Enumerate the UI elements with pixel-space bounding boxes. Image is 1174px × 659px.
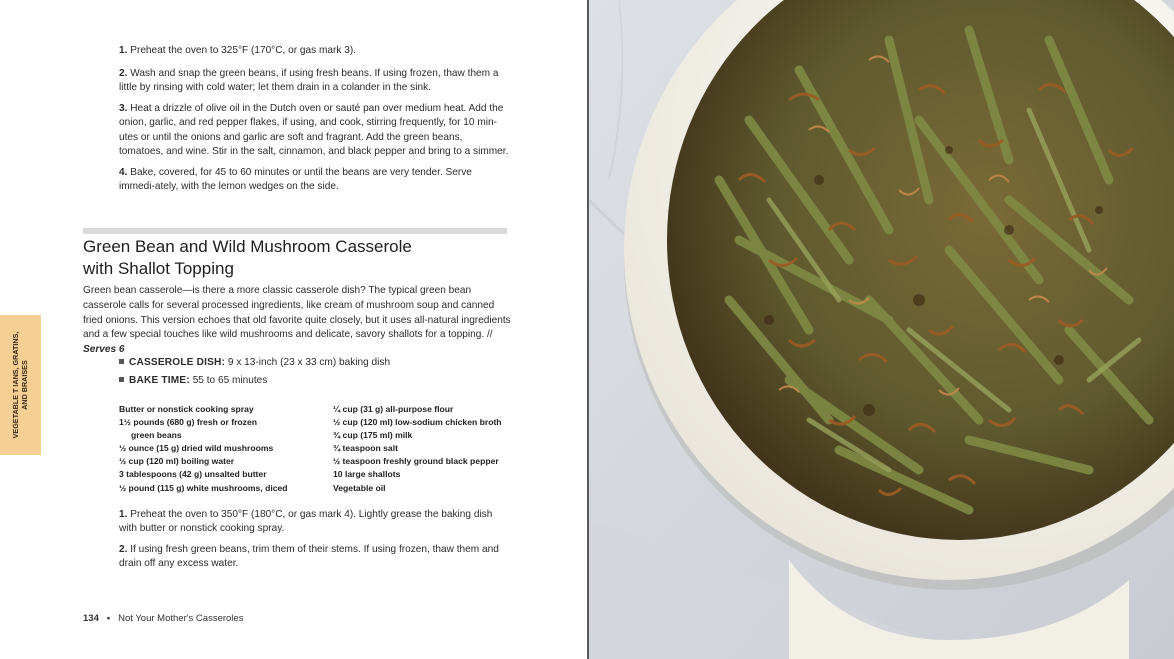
casserole-dish-line: CASSEROLE DISH: 9 x 13-inch (23 x 33 cm) baking dish — [119, 356, 390, 370]
ingredient-item: ½ ounce (15 g) dried wild mushrooms — [119, 443, 274, 454]
ingredient-item: green beans — [131, 430, 182, 441]
casserole-photo — [589, 0, 1174, 659]
ingredient-item: ½ pound (115 g) white mushrooms, diced — [119, 482, 288, 493]
ingredient-item: Butter or nonstick cooking spray — [119, 404, 254, 414]
step-bottom-1: 1. Preheat the oven to 350°F (180°C, or gas mark 4). Lightly grease the baking dish with butter or nonstick cooking spray. — [119, 509, 493, 535]
ingredient-item: ½ cup (120 ml) boiling water — [119, 456, 235, 467]
page-number: 134 — [83, 613, 99, 624]
recipe-intro: Green bean casserole—is there a more classic casserole dish? The typical green bean casserole calls for several processed ingredients, like cream of mushroom soup and canned fried onions. This version echoes that old favorite quite closely, but it uses all-natural ingredients and a few special touches like wild mushrooms and delicate, savory shallots for a topping. // Serves 6 — [83, 285, 511, 356]
serves-label: Serves 6 — [83, 344, 125, 356]
casserole-photo-icon — [589, 0, 1174, 659]
step-top-1: 1. Preheat the oven to 325°F (170°C, or gas mark 3). — [119, 45, 356, 56]
ingredient-item: ½ cup (120 ml) low-sodium chicken broth — [333, 417, 502, 428]
step-top-2: 2. Wash and snap the green beans, if using fresh beans. If using frozen, thaw them a little by rinsing with cold water; let them drain in a colander in the sink. — [119, 68, 499, 94]
ingredient-item: ¾ teaspoon salt — [333, 443, 398, 454]
page-footer — [83, 613, 243, 624]
bake-time-line: BAKE TIME: 55 to 65 minutes — [119, 374, 267, 388]
ingredient-item: ¾ cup (175 ml) milk — [333, 430, 413, 441]
ingredient-item: ¼ cup (31 g) all-purpose flour — [333, 404, 454, 414]
section-rule — [83, 228, 507, 234]
bullet-square-icon — [119, 377, 124, 382]
recipe-title: Green Bean and Wild Mushroom Casserole with Shallot Topping — [83, 237, 412, 278]
chapter-tab-label: VEGETABLE T IANS, GRATINS, AND BRAISES — [11, 331, 29, 439]
step-top-4: 4. Bake, covered, for 45 to 60 minutes or until the beans are very tender. Serve immedi-ately, with the lemon wedges on the side. — [119, 167, 472, 193]
bullet-square-icon — [119, 359, 124, 364]
ingredient-item: 10 large shallots — [333, 469, 401, 480]
ingredient-item: Vegetable oil — [333, 482, 386, 493]
ingredient-item: 3 tablespoons (42 g) unsalted butter — [119, 469, 267, 480]
book-title: Not Your Mother's Casseroles — [118, 613, 244, 624]
step-bottom-2: 2. If using fresh green beans, trim them of their stems. If using frozen, thaw them and drain off any excess water. — [119, 544, 499, 570]
ingredient-item: ½ teaspoon freshly ground black pepper — [333, 456, 499, 467]
ingredients-left-column — [119, 403, 288, 495]
step-top-3: 3. Heat a drizzle of olive oil in the Dutch oven or sauté pan over medium heat. Add the onion, garlic, and red pepper flakes, if using, and cook, stirring frequently, for 10 min-utes or until the onions and garlic are soft and fragrant. Add the green beans, tomatoes, and wine. Stir in the salt, cinnamon, and black pepper and bring to a simmer. — [119, 103, 509, 158]
ingredients-right-column — [333, 403, 502, 495]
ingredient-item: 1½ pounds (680 g) fresh or frozen — [119, 417, 257, 428]
footer-separator: ▪ — [106, 613, 111, 624]
